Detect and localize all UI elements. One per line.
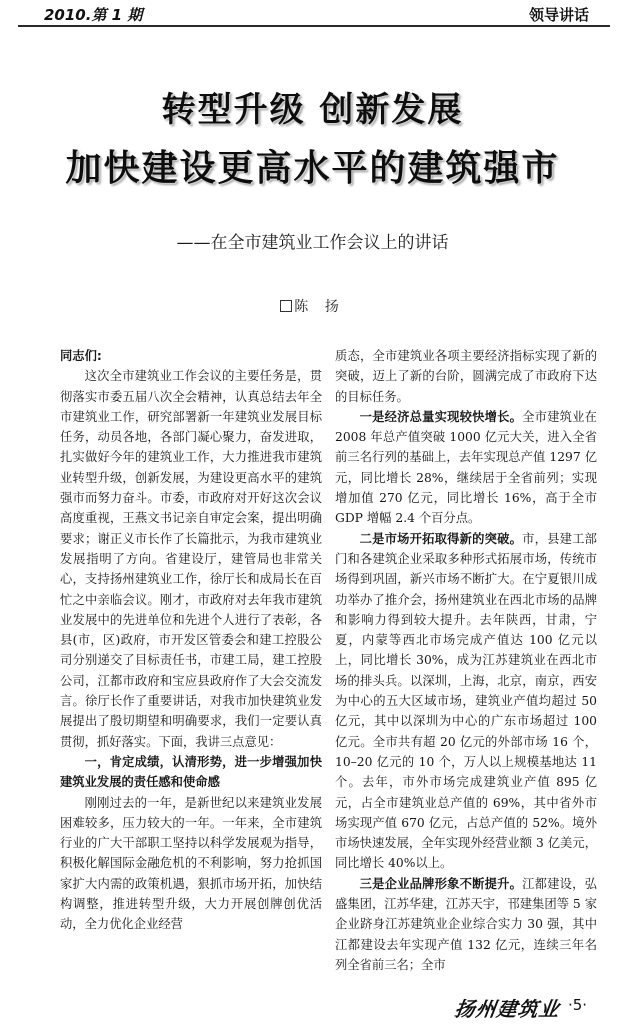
square-icon (280, 300, 292, 312)
title-line-2: 加快建设更高水平的建筑强市 (65, 148, 560, 189)
paragraph (335, 407, 597, 529)
paragraph-text: 江都建设，弘盛集团，江苏华建，江苏天宇，邗建集团等 5 家企业跻身江苏建筑业企业综合实力 30 强，其中江都建设去年实现产值 132 亿元，连续三年名列全省前三名；全市 (335, 876, 597, 972)
left-column (60, 346, 322, 935)
paragraph-lead: 一是经济总量实现较快增长。 (359, 409, 523, 424)
paragraph: 刚刚过去的一年，是新世纪以来建筑业发展困难较多，压力较大的一年。一年来，全市建筑行业的广大干部职工坚持以科学发展观为指导，积极化解国际金融危机的不利影响，努力抢抓国家扩大内需的政策机遇，狠抓市场开拓，加快结构调整，推进转型升级，大力开展创牌创优活动，全力优化企业经营 (60, 795, 322, 932)
author-name: 陈 扬 (294, 299, 345, 315)
paragraph (335, 529, 597, 874)
paragraph: 这次全市建筑业工作会议的主要任务是，贯彻落实市委五届八次全会精神，认真总结去年全市建筑业工作，研究部署新一年建筑业发展目标任务，动员各地，各部门凝心聚力，奋发进取，扎实做好今年的建筑业工作，大力推进我市建筑业转型升级，创新发展，为建设更高水平的建筑强市而努力奋斗。市委，市政府对开好这次会议高度重视，王燕文书记亲自审定会案，提出明确要求；谢正义市长作了长篇批示，为我市建筑业发展指明了方向。省建设厅，建管局也非常关心，支持扬州建筑业工作，徐厅长和成局长在百忙之中亲临会议。刚才，市政府对去年我市建筑业发展中的先进单位和先进个人进行了表彰，各县(市，区)政府，市开发区管委会和建工控股公司分别递交了目标责任书，市建工局，建工控股公司，江都市政府和宝应县政府作了大会交流发言。徐厅长作了重要讲话，对我市加快建筑业发展提出了殷切期望和明确要求，我们一定要认真贯彻，抓好落实。下面，我讲三点意见： (60, 369, 322, 749)
right-column (335, 346, 597, 975)
issue-label: 2010.第 1 期 (44, 6, 143, 24)
page-number: ·5· (568, 996, 588, 1014)
subtitle: ——在全市建筑业工作会议上的讲话 (176, 233, 449, 253)
page-header (0, 0, 625, 32)
paragraph-lead: 二是市场开拓取得新的突破。 (359, 531, 523, 546)
paragraph-lead: 三是企业品牌形象不断提升。 (359, 876, 523, 891)
header-rule (18, 25, 610, 27)
paragraph-text: 全市建筑业在 2008 年总产值突破 1000 亿元大关，进入全省前三名行列的基础上，去年实现总产值 1297 亿元，同比增长 28%，继续居于全省前列；实现增加值 270 亿元，同比增长 16%，高于全市 GDP 增幅 2.4 个百分点。 (335, 409, 597, 526)
paragraph-text: 市，县建工部门和各建筑企业采取多种形式拓展市场，传统市场得到巩固，新兴市场不断扩大。在宁夏银川成功举办了推介会，扬州建筑业在西北市场的品牌和影响力得到较大提升。去年陕西，甘肃，宁夏，内蒙等西北市场完成产值达 100 亿元以上，同比增长 30%，成为江苏建筑业在西北市场的排头兵。以深圳，上海，北京，南京，西安为中心的五大区域市场，建筑业产值均超过 50 亿元，其中以深圳为中心的广东市场超过 100 亿元。全市共有超 20 亿元的外部市场 16 个，10–20 亿元的 10 个，万人以上规模基地达 11 个。去年，市外市场完成建筑业产值 895 亿元，占全市建筑业总产值的 69%，其中省外市场实现产值 670 亿元，占总产值的 52%。境外市场快速发展，全年实现外经营业额 3 亿美元，同比增长 40%以上。 (335, 531, 597, 871)
author-line (0, 296, 625, 316)
paragraph: 质态，全市建筑业各项主要经济指标实现了新的突破，迈上了新的台阶，圆满完成了市政府下达的目标任务。 (335, 349, 597, 404)
title-line-1: 转型升级 创新发展 (161, 90, 464, 130)
section-heading: 一，肯定成绩，认清形势，进一步增强加快建筑业发展的责任感和使命感 (60, 754, 322, 790)
magazine-logo: 扬州建筑业 (453, 997, 562, 1021)
paragraph (335, 874, 597, 975)
greeting: 同志们: (60, 349, 102, 363)
section-label: 领导讲话 (528, 6, 589, 24)
